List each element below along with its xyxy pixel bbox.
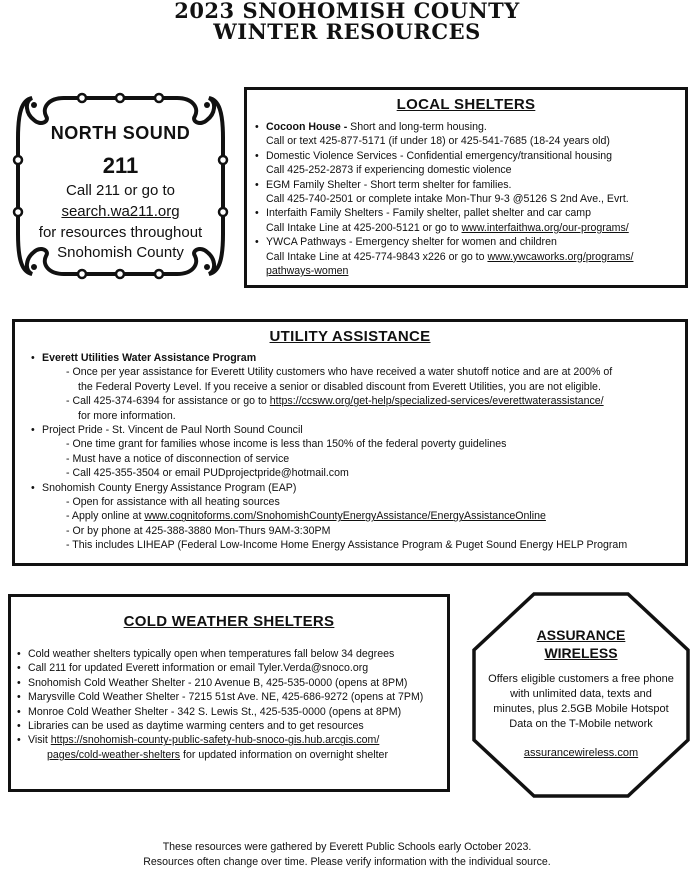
assurance-body-line: Offers eligible customers a free phone <box>488 673 674 685</box>
program-detail: - This includes LIHEAP (Federal Low-Income Home Energy Assistance Program & Puget Sound Energy HELP Program <box>66 539 628 552</box>
page-title-line-2: WINTER RESOURCES <box>213 19 481 44</box>
ywca-link[interactable]: www.ywcaworks.org/programs/ <box>487 250 634 263</box>
footer-line-1: These resources were gathered by Everett Public Schools early October 2023. <box>162 841 532 853</box>
program-detail: - Apply online at <box>66 510 145 523</box>
shelter-desc: Short and long-term housing. <box>350 121 487 133</box>
ywca-link-continued[interactable]: pathways-women <box>266 265 349 278</box>
cold-weather-item: • Marysville Cold Weather Shelter - 7215 51st Ave. NE, 425-686-9272 (opens at 7PM) <box>28 691 424 704</box>
cold-weather-item: Visit <box>28 734 51 747</box>
list-item <box>17 661 447 675</box>
utility-assistance-title: UTILITY ASSISTANCE <box>269 328 431 345</box>
list-item <box>17 719 447 733</box>
arcgis-link-continued[interactable]: pages/cold-weather-shelters <box>47 748 181 761</box>
arcgis-link[interactable]: https://snohomish-county-public-safety-hub-snoco-gis.hub.arcgis.com/ <box>50 734 380 747</box>
assurance-body-line: Data on the T-Mobile network <box>509 718 653 730</box>
north-sound-title: NORTH SOUND <box>50 123 191 143</box>
program-detail: - Once per year assistance for Everett Utility customers who have received a water shutoff notice and are at 200% of <box>66 366 613 379</box>
assurance-body-line: with unlimited data, texts and <box>510 688 652 700</box>
shelter-contact: Call Intake Line at 425-200-5121 or go to <box>266 221 462 234</box>
page-title-line-1: 2023 SNOHOMISH COUNTY <box>174 0 520 23</box>
program-name: • Everett Utilities Water Assistance Program <box>42 352 257 364</box>
cognitoforms-link[interactable]: www.cognitoforms.com/SnohomishCountyEnergyAssistance/EnergyAssistanceOnline <box>144 510 546 523</box>
cold-weather-item: • Snohomish Cold Weather Shelter - 210 Avenue B, 425-535-0000 (opens at 8PM) <box>28 676 408 689</box>
cold-weather-item: • Libraries can be used as daytime warming centers and to get resources <box>28 720 364 733</box>
list-item <box>255 149 683 178</box>
list-item <box>17 676 447 690</box>
assurance-wireless-link[interactable]: assurancewireless.com <box>523 747 639 759</box>
north-sound-number: 211 <box>102 153 139 178</box>
cold-weather-title: COLD WEATHER SHELTERS <box>123 613 335 630</box>
program-detail: - Or by phone at 425-388-3880 Mon-Thurs 9AM-3:30PM <box>66 524 331 537</box>
list-item <box>17 705 447 719</box>
assurance-wireless-octagon <box>472 592 690 798</box>
shelter-desc: • Interfaith Family Shelters - Family shelter, pallet shelter and car camp <box>266 207 592 220</box>
cold-weather-item: • Monroe Cold Weather Shelter - 342 S. Lewis St., 425-535-0000 (opens at 8PM) <box>28 705 402 718</box>
local-shelters-box <box>244 87 688 288</box>
cold-weather-item: for updated information on overnight shelter <box>180 748 388 761</box>
program-detail: the Federal Poverty Level. If you receive a senior or disabled discount from Everett Utilities, you are not eligible. <box>78 380 601 393</box>
utility-list <box>31 351 681 553</box>
shelter-desc: • YWCA Pathways - Emergency shelter for women and children <box>266 236 557 249</box>
local-shelters-title: LOCAL SHELTERS <box>396 96 536 113</box>
list-item <box>255 178 683 207</box>
footer-line-2: Resources often change over time. Please verify information with the individual source. <box>143 856 551 868</box>
cold-weather-list <box>17 647 447 762</box>
cold-weather-item: • Call 211 for updated Everett information or email Tyler.Verda@snoco.org <box>28 662 369 675</box>
ccsww-link[interactable]: https://ccsww.org/get-help/specialized-services/everettwaterassistance/ <box>269 395 604 408</box>
list-item <box>31 481 681 553</box>
program-name: • Project Pride - St. Vincent de Paul North Sound Council <box>42 424 303 437</box>
list-item <box>255 120 683 149</box>
shelter-desc: • EGM Family Shelter - Short term shelter for families. <box>266 178 512 191</box>
shelter-name: Cocoon House <box>266 121 341 133</box>
north-sound-county-text: Snohomish County <box>57 244 184 261</box>
program-name: • Snohomish County Energy Assistance Program (EAP) <box>42 481 297 494</box>
north-sound-resources-text: for resources throughout <box>38 224 203 241</box>
list-item <box>17 733 447 762</box>
list-item <box>17 647 447 661</box>
assurance-title-line-1: ASSURANCE <box>536 627 626 643</box>
shelter-desc: • Domestic Violence Services - Confidential emergency/transitional housing <box>266 149 613 162</box>
shelter-separator: - <box>340 121 351 133</box>
local-shelters-list <box>255 120 683 278</box>
cold-weather-shelters-box <box>8 594 450 792</box>
north-sound-211-frame <box>12 90 229 282</box>
shelter-contact: Call Intake Line at 425-774-9843 x226 or go to <box>266 250 488 263</box>
shelter-contact: Call 425-252-2873 if experiencing domestic violence <box>266 164 512 177</box>
cold-weather-item: • Cold weather shelters typically open when temperatures fall below 34 degrees <box>28 648 395 660</box>
shelter-contact: Call 425-740-2501 or complete intake Mon-Thur 9-3 @5126 S 2nd Ave., Evrt. <box>266 193 629 206</box>
north-sound-call-text: Call 211 or go to <box>66 182 175 199</box>
list-item <box>31 423 681 481</box>
list-item <box>255 235 683 278</box>
north-sound-link[interactable]: search.wa211.org <box>61 203 180 220</box>
assurance-body-line: minutes, plus 2.5GB Mobile Hotspot <box>493 703 669 715</box>
utility-assistance-box <box>12 319 688 566</box>
assurance-title-line-2: WIRELESS <box>544 645 618 661</box>
program-detail: - Open for assistance with all heating sources <box>66 496 280 509</box>
list-item <box>31 351 681 423</box>
program-detail: - Call 425-355-3504 or email PUDprojectpride@hotmail.com <box>66 467 349 480</box>
interfaith-link[interactable]: www.interfaithwa.org/our-programs/ <box>461 221 629 234</box>
list-item <box>255 206 683 235</box>
program-detail: for more information. <box>78 409 176 422</box>
list-item <box>17 690 447 704</box>
program-detail: - One time grant for families whose income is less than 150% of the federal poverty guidelines <box>66 438 507 451</box>
program-detail: - Must have a notice of disconnection of service <box>66 452 290 465</box>
program-detail: - Call 425-374-6394 for assistance or go to <box>66 395 270 408</box>
shelter-contact: Call or text 425-877-5171 (if under 18) or 425-541-7685 (18-24 years old) <box>266 135 610 148</box>
